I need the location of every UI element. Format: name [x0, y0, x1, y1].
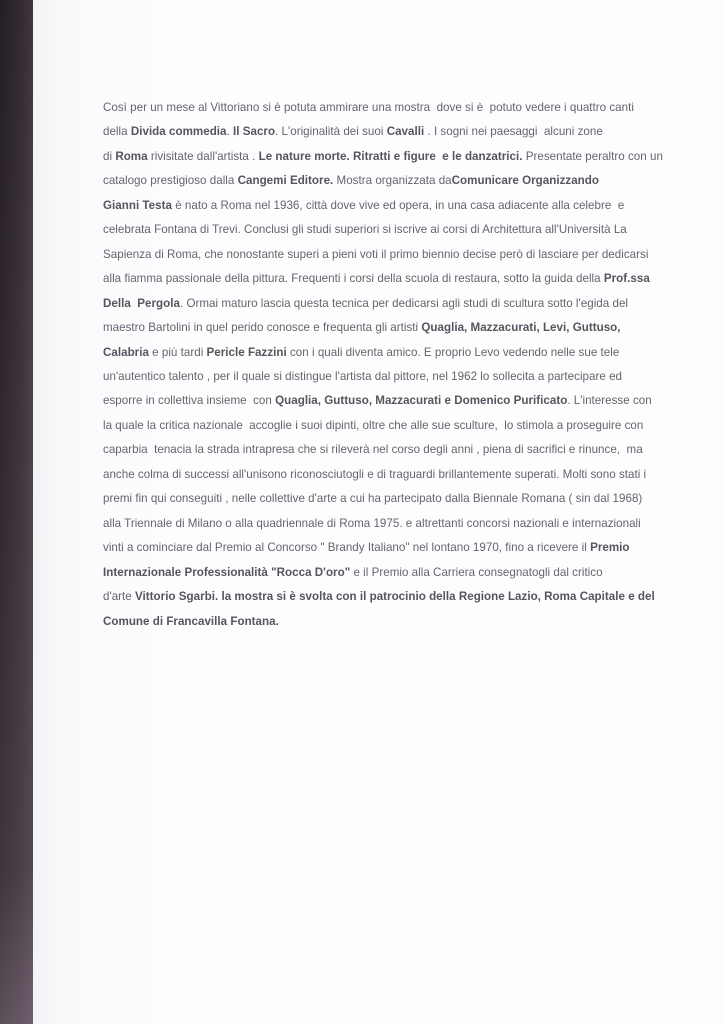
- text-segment: di: [103, 149, 116, 163]
- text-segment: maestro Bartolini in quel perido conosce e frequenta gli artisti: [103, 321, 422, 335]
- text-segment: Presentate peraltro con un: [522, 149, 663, 163]
- text-line: [103, 585, 703, 609]
- text-line: [103, 120, 703, 144]
- text-segment: . L'originalità dei suoi: [275, 125, 387, 139]
- text-segment: anche colma di successi all'unisono riconosciutogli e di traguardi brillantemente superati. Molti sono stati i: [103, 467, 647, 481]
- text-line: [103, 169, 703, 193]
- text-line: [103, 512, 703, 536]
- text-line: [103, 610, 703, 634]
- text-segment: vinti a cominciare dal Premio al Concorso " Brandy Italiano" nel lontano 1970, fino a ricevere il: [103, 541, 591, 555]
- text-segment: rivisitate dall'artista .: [147, 149, 259, 163]
- text-segment: Così per un mese al Vittoriano si è potuta ammirare una mostra dove si è potuto vedere i quattro canti: [103, 101, 634, 114]
- text-line: [103, 561, 703, 585]
- text-line: [103, 316, 703, 340]
- text-line: [103, 194, 703, 218]
- text-line: [103, 341, 703, 365]
- text-segment: e il Premio alla Carriera consegnatogli dal critico: [350, 565, 603, 579]
- scan-binding-edge: [0, 0, 33, 1024]
- bold-text-segment: Quaglia, Mazzacurati, Levi, Guttuso,: [421, 321, 621, 335]
- body-text: [103, 96, 703, 634]
- text-segment: . Ormai maturo lascia questa tecnica per dedicarsi agli studi di scultura sotto l'egida del: [179, 296, 629, 310]
- text-segment: un'autentico talento , per il quale si distingue l'artista dal pittore, nel 1962 lo sollecita a partecipare ed: [103, 369, 623, 383]
- bold-text-segment: Pericle Fazzini: [206, 345, 287, 359]
- text-segment: .: [226, 125, 233, 139]
- text-line: [103, 292, 703, 316]
- text-segment: con i quali diventa amico. E proprio Levo vedendo nelle sue tele: [286, 345, 620, 359]
- bold-text-segment: Comunicare Organizzando: [451, 174, 599, 188]
- bold-text-segment: Internazionale Professionalità "Rocca D'oro": [103, 565, 351, 579]
- text-segment: celebrata Fontana di Trevi. Conclusi gli studi superiori si iscrive ai corsi di Architettura all'Università La: [103, 223, 627, 237]
- text-line: [103, 438, 703, 462]
- bold-text-segment: Comune di Francavilla Fontana.: [103, 614, 279, 628]
- bold-text-segment: Le nature morte. Ritratti e figure e le danzatrici.: [258, 149, 523, 163]
- bold-text-segment: Della Pergola: [103, 296, 180, 310]
- text-line: [103, 145, 703, 169]
- bold-text-segment: Vittorio Sgarbi. la mostra si è svolta con il patrocinio della Regione Lazio, Roma Capitale e del: [135, 590, 655, 604]
- text-segment: . L'interesse con: [567, 394, 652, 408]
- text-segment: . I sogni nei paesaggi alcuni zone: [424, 125, 603, 139]
- text-line: [103, 414, 703, 438]
- bold-text-segment: Calabria: [103, 345, 149, 359]
- text-line: [103, 218, 703, 242]
- bold-text-segment: Cavalli: [386, 125, 425, 139]
- text-segment: alla fiamma passionale della pittura. Frequenti i corsi della scuola di restaura, sotto la guida della: [103, 272, 604, 286]
- bold-text-segment: Quaglia, Guttuso, Mazzacurati e Domenico Purificato: [275, 394, 568, 408]
- text-segment: d'arte: [103, 590, 136, 604]
- text-segment: e più tardi: [148, 345, 207, 359]
- bold-text-segment: Gianni Testa: [103, 198, 172, 212]
- bold-text-segment: Cangemi Editore.: [237, 174, 334, 188]
- bold-text-segment: Divida commedia: [130, 125, 227, 139]
- text-segment: alla Triennale di Milano o alla quadriennale di Roma 1975. e altrettanti concorsi nazionali e internazionali: [103, 516, 641, 530]
- text-segment: Sapienza di Roma, che nonostante superi a pieni voti il primo biennio decise però di lasciare per dedicarsi: [103, 247, 649, 261]
- text-segment: la quale la critica nazionale accoglie i suoi dipinti, oltre che alle sue sculture, lo stimola a proseguire con: [103, 418, 644, 432]
- text-segment: caparbia tenacia la strada intrapresa che si rileverà nel corso degli anni , piena di sacrifici e rinunce, ma: [103, 443, 643, 457]
- text-line: [103, 365, 703, 389]
- text-segment: premi fin qui conseguiti , nelle collettive d'arte a cui ha partecipato dalla Biennale Romana ( sin dal 1968): [103, 492, 643, 506]
- bold-text-segment: Il Sacro: [233, 125, 276, 139]
- text-line: [103, 389, 703, 413]
- text-segment: è nato a Roma nel 1936, città dove vive ed opera, in una casa adiacente alla celebre e: [171, 198, 625, 212]
- text-line: [103, 487, 703, 511]
- text-line: [103, 536, 703, 560]
- text-line: [103, 267, 703, 291]
- text-segment: esporre in collettiva insieme con: [103, 394, 276, 408]
- text-segment: catalogo prestigioso dalla: [103, 174, 238, 188]
- text-line: [103, 463, 703, 487]
- bold-text-segment: Prof.ssa: [603, 272, 650, 286]
- bold-text-segment: Premio: [590, 541, 630, 555]
- text-line: [103, 96, 703, 120]
- text-segment: della: [103, 125, 131, 139]
- text-segment: Mostra organizzata da: [333, 174, 452, 188]
- bold-text-segment: Roma: [115, 149, 148, 163]
- text-line: [103, 243, 703, 267]
